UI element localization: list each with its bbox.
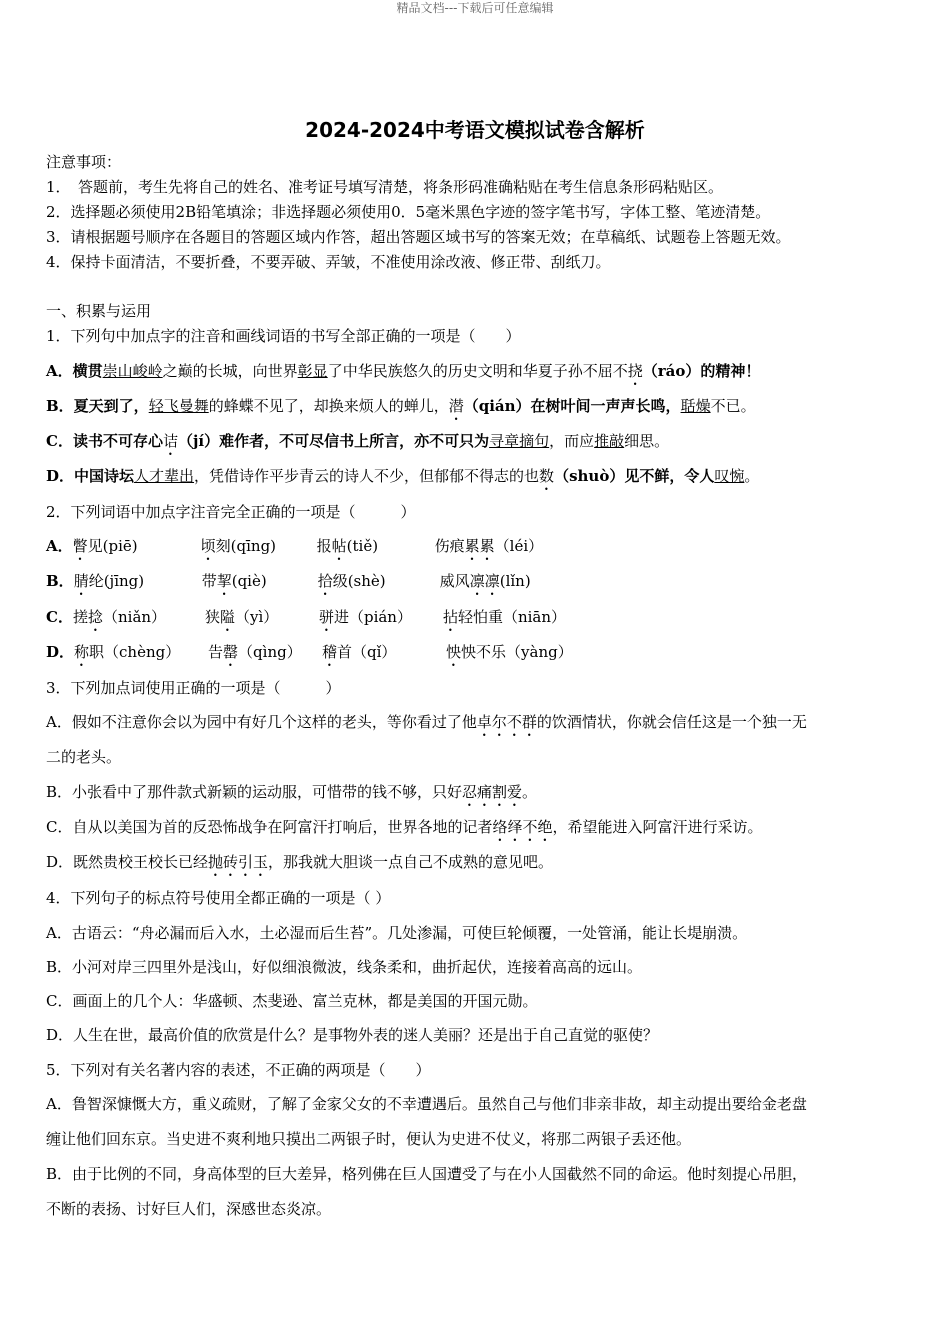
question-2-stem: 2．下列词语中加点字注音完全正确的一项是（ ） bbox=[46, 503, 416, 521]
opt-text: （niǎn） bbox=[102, 608, 167, 626]
opt-text: 见(piē) bbox=[87, 537, 138, 555]
dotted-word: 卓尔不群 bbox=[476, 713, 537, 731]
page-header: 精品文档---下载后可任意编辑 bbox=[396, 1, 554, 15]
dotted-char: 顷 bbox=[200, 537, 216, 555]
question-3-option-c bbox=[46, 818, 763, 845]
dotted-char: 累累 bbox=[464, 537, 495, 555]
opt-text: 刻(qīng) bbox=[215, 537, 277, 555]
notice-item: 4．保持卡面清洁，不要折叠，不要弄破、弄皱，不准使用涂改液、修正带、刮纸刀。 bbox=[46, 253, 611, 271]
opt-text: 不已。 bbox=[710, 397, 756, 415]
dotted-char: 隘 bbox=[219, 608, 235, 626]
opt-text: 首（qǐ） bbox=[337, 643, 397, 661]
opt-text: C．读书不可存心 bbox=[46, 432, 163, 450]
opt-text: （yì） bbox=[234, 608, 279, 626]
question-5-option-a: A．鲁智深慷慨大方，重义疏财，了解了金家父女的不幸遭遇后。虽然自己与他们非亲非故，却主动提出要给金老盘 bbox=[46, 1095, 807, 1113]
section-heading: 一、积累与运用 bbox=[46, 302, 152, 320]
notice-item: 1． 答题前，考生先将自己的姓名、准考证号填写清楚，将条形码准确粘贴在考生信息条形码粘贴区。 bbox=[46, 178, 724, 196]
dotted-char: 腈 bbox=[73, 572, 89, 590]
dotted-word: 抛砖引玉 bbox=[208, 853, 269, 871]
opt-text: 。 bbox=[744, 467, 760, 485]
notice-heading: 注意事项： bbox=[46, 153, 122, 171]
question-3-option-b bbox=[46, 783, 537, 810]
opt-text: (qiè) bbox=[231, 572, 267, 590]
question-3-stem: 3．下列加点词使用正确的一项是（ ） bbox=[46, 679, 341, 697]
underlined-word: 聒燥 bbox=[680, 397, 711, 415]
opt-text: B．夏天到了， bbox=[46, 397, 149, 415]
opt-text: （ráo）的精神！ bbox=[642, 362, 761, 380]
dotted-char: 骈 bbox=[318, 608, 334, 626]
question-4-option-c: C．画面上的几个人：华盛顿、杰斐逊、富兰克林，都是美国的开国元勋。 bbox=[46, 992, 538, 1010]
question-4-stem: 4．下列句子的标点符号使用全都正确的一项是（ ） bbox=[46, 889, 391, 907]
dotted-char: 拈 bbox=[442, 608, 458, 626]
opt-text: ，希望能进入阿富汗进行采访。 bbox=[552, 818, 763, 836]
question-5-option-b: B．由于比例的不同，身高体型的巨大差异，格列佛在巨人国遭受了与在小人国截然不同的命运。他时刻提心吊胆， bbox=[46, 1165, 808, 1183]
underlined-word: 叹惋 bbox=[714, 467, 745, 485]
opt-text: C．自从以美国为首的反恐怖战争在阿富汗打响后，世界各地的记者 bbox=[46, 818, 493, 836]
opt-text: （jí）难作者，不可尽信书上所言，亦不可只为 bbox=[177, 432, 490, 450]
opt-text: 了中华民族悠久的历史文明和华夏子孙不屈不 bbox=[327, 362, 628, 380]
opt-text: D．中国诗坛 bbox=[46, 467, 135, 485]
opt-text: 纶(jīng) bbox=[88, 572, 145, 590]
opt-text: ，而应 bbox=[549, 432, 595, 450]
question-5-stem: 5．下列对有关名著内容的表述，不正确的两项是（ ） bbox=[46, 1061, 431, 1079]
notice-item: 3．请根据题号顺序在各题目的答题区域内作答，超出答题区域书写的答案无效；在草稿纸、试题卷上答题无效。 bbox=[46, 228, 791, 246]
question-4-option-b: B．小河对岸三四里外是浅山，好似细浪微波，线条柔和，曲折起伏，连接着高高的远山。 bbox=[46, 958, 643, 976]
opt-text: 怏不乐（yàng） bbox=[461, 643, 573, 661]
opt-text: 级(shè) bbox=[332, 572, 386, 590]
dotted-char: 捻 bbox=[87, 608, 103, 626]
question-4-option-a: A．古语云：“舟必漏而后入水，土必湿而后生苔”。几处渗漏，可使巨轮倾覆，一处管涌，能让长堤崩溃。 bbox=[46, 924, 748, 942]
opt-text: ，那我就大胆谈一点自己不成熟的意见吧。 bbox=[268, 853, 554, 871]
question-2-option-d bbox=[46, 643, 573, 670]
opt-text: (lǐn) bbox=[499, 572, 531, 590]
question-1-option-b bbox=[46, 397, 756, 424]
question-2-option-b bbox=[46, 572, 531, 599]
dotted-char: 拾 bbox=[317, 572, 333, 590]
question-1-stem: 1．下列句中加点字的注音和画线词语的书写全部正确的一项是（ ） bbox=[46, 327, 521, 345]
dotted-char: 挈 bbox=[216, 572, 232, 590]
opt-text: （shuò）见不鲜，令人 bbox=[554, 467, 715, 485]
opt-text: ，凭借诗作平步青云的诗人不少，但郁郁不得志的也 bbox=[194, 467, 540, 485]
dotted-char: 数 bbox=[539, 467, 555, 485]
opt-label: D． bbox=[46, 643, 75, 661]
opt-text: B．小张看中了那件款式新颖的运动服，可惜带的钱不够，只好 bbox=[46, 783, 463, 801]
dotted-char: 挠 bbox=[627, 362, 643, 380]
opt-label: C． bbox=[46, 608, 73, 626]
opt-text: D．既然贵校王校长已经 bbox=[46, 853, 209, 871]
dotted-char: 潜 bbox=[448, 397, 464, 415]
dotted-word: 忍痛割爱 bbox=[462, 783, 523, 801]
question-1-option-d bbox=[46, 467, 759, 494]
dotted-char: 帖 bbox=[331, 537, 347, 555]
question-1-option-a bbox=[46, 362, 760, 389]
opt-text: 的饮酒情状，你就会信任这是一个独一无 bbox=[536, 713, 807, 731]
opt-text: 的蜂蝶不见了，却换来烦人的蝉儿， bbox=[208, 397, 449, 415]
opt-text: 细思。 bbox=[624, 432, 670, 450]
page-title: 2024-2024中考语文模拟试卷含解析 bbox=[305, 118, 645, 142]
opt-text: 搓 bbox=[72, 608, 88, 626]
opt-text: 职（chèng） bbox=[89, 643, 181, 661]
question-3-option-d bbox=[46, 853, 553, 880]
dotted-word: 络绎不绝 bbox=[492, 818, 553, 836]
dotted-char: 瞥 bbox=[72, 537, 88, 555]
opt-text: (tiě) bbox=[346, 537, 379, 555]
opt-text: （léi） bbox=[494, 537, 544, 555]
opt-text: 之巅的长城，向世界 bbox=[162, 362, 298, 380]
dotted-char: 凛凛 bbox=[469, 572, 500, 590]
opt-text: 进（pián） bbox=[333, 608, 412, 626]
opt-label: A． bbox=[46, 537, 73, 555]
question-5-option-a-cont: 缠让他们回东京。当史进不爽利地只摸出二两银子时，便认为史进不仗义，将那二两银子丢还他。 bbox=[46, 1130, 692, 1148]
underlined-word: 轻飞曼舞 bbox=[148, 397, 209, 415]
opt-text: 狭 bbox=[204, 608, 220, 626]
opt-text: 。 bbox=[522, 783, 538, 801]
opt-text: 伤痕 bbox=[434, 537, 465, 555]
opt-label: B． bbox=[46, 572, 74, 590]
underlined-word: 寻章摘句 bbox=[489, 432, 550, 450]
opt-text: 轻怕重（niān） bbox=[457, 608, 567, 626]
opt-text: 报 bbox=[316, 537, 332, 555]
question-3-option-a bbox=[46, 713, 807, 740]
opt-text: （qián）在树叶间一声声长鸣， bbox=[463, 397, 681, 415]
dotted-char: 怏 bbox=[446, 643, 462, 661]
dotted-char: 诘 bbox=[162, 432, 178, 450]
opt-text: （qìng） bbox=[238, 643, 302, 661]
opt-text: A．横贯 bbox=[46, 362, 103, 380]
opt-text: A．假如不注意你会以为园中有好几个这样的老头，等你看过了他 bbox=[46, 713, 477, 731]
question-5-option-b-cont: 不断的表扬、讨好巨人们，深感世态炎凉。 bbox=[46, 1200, 332, 1218]
underlined-word: 人才辈出 bbox=[134, 467, 195, 485]
question-1-option-c bbox=[46, 432, 669, 459]
question-4-option-d: D．人生在世，最高价值的欣赏是什么？是事物外表的迷人美丽？还是出于自己直觉的驱使？ bbox=[46, 1026, 659, 1044]
underlined-word: 崇山峻岭 bbox=[102, 362, 163, 380]
dotted-char: 称 bbox=[74, 643, 90, 661]
opt-text: 带 bbox=[201, 572, 217, 590]
dotted-char: 稽 bbox=[322, 643, 338, 661]
notice-item: 2．选择题必须使用2B铅笔填涂；非选择题必须使用0．5毫米黑色字迹的签字笔书写，字体工整、笔迹清楚。 bbox=[46, 203, 771, 221]
opt-text: 威风 bbox=[439, 572, 470, 590]
opt-text: 告 bbox=[208, 643, 224, 661]
underlined-word: 推敲 bbox=[594, 432, 625, 450]
underlined-word: 彰显 bbox=[297, 362, 328, 380]
question-2-option-c bbox=[46, 608, 566, 635]
question-3-option-a-cont: 二的老头。 bbox=[46, 748, 122, 766]
question-2-option-a bbox=[46, 537, 543, 564]
dotted-char: 罄 bbox=[223, 643, 239, 661]
